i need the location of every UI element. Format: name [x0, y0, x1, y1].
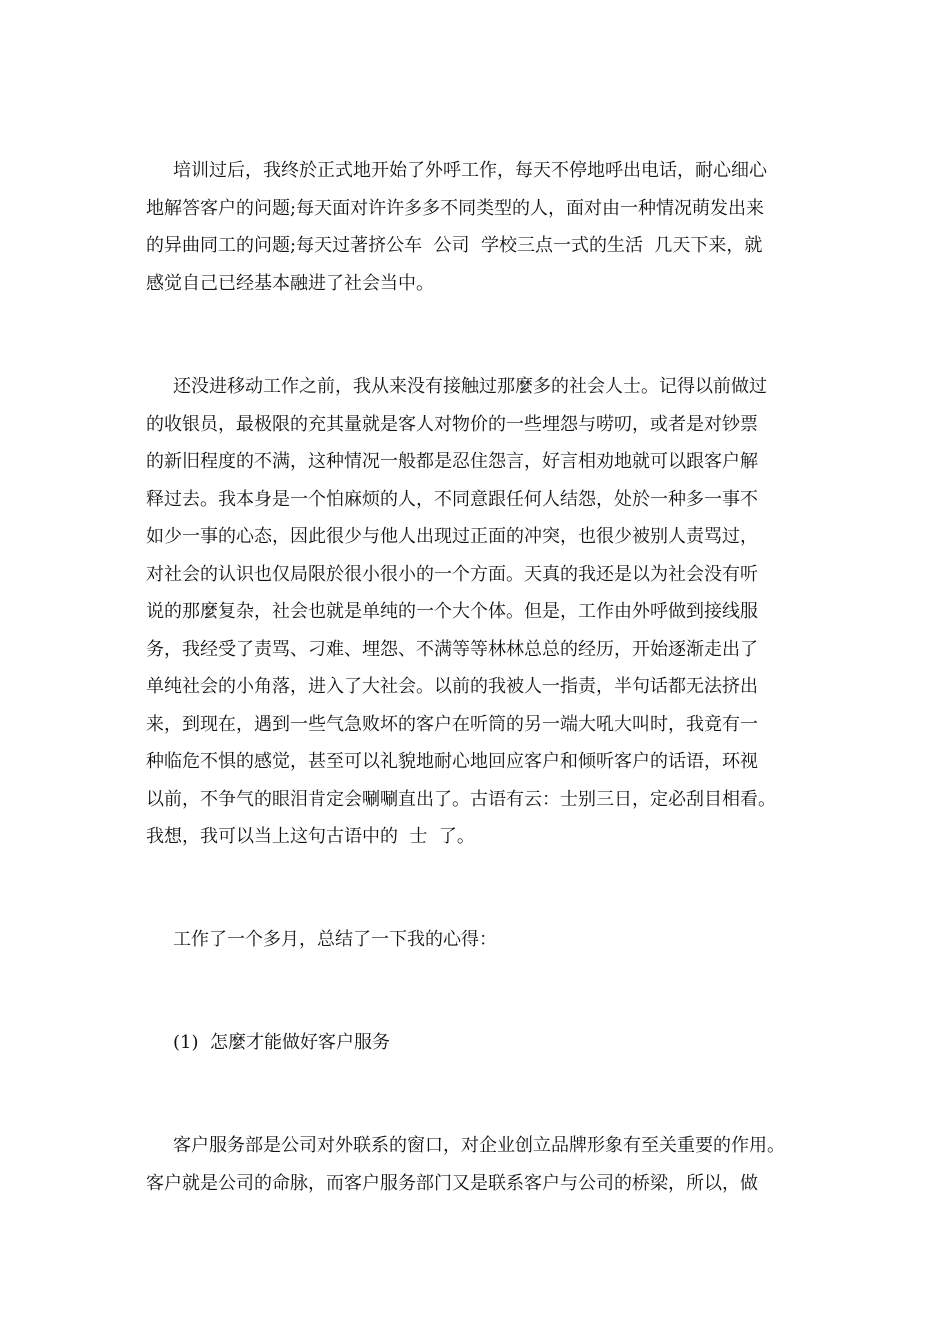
paragraph-1-line-3: 的异曲同工的问题;每天过著挤公车 公司 学校三点一式的生活 几天下来，就: [146, 235, 763, 256]
paragraph-3: 工作了一个多月，总结了一下我的心得：: [173, 929, 497, 950]
paragraph-2-line-6: 对社会的认识也仅局限於很小很小的一个方面。天真的我还是以为社会没有听: [146, 564, 758, 585]
paragraph-4-line-2: 客户就是公司的命脉，而客户服务部门又是联系客户与公司的桥梁，所以，做: [146, 1173, 758, 1194]
paragraph-1-line-4: 感觉自己已经基本融进了社会当中。: [146, 273, 434, 294]
paragraph-2-line-2: 的收银员，最极限的充其量就是客人对物价的一些埋怨与唠叨，或者是对钞票: [146, 414, 758, 435]
paragraph-2-line-1: 还没进移动工作之前，我从来没有接触过那麼多的社会人士。记得以前做过: [173, 376, 767, 397]
paragraph-2-line-9: 单纯社会的小角落，进入了大社会。以前的我被人一指责，半句话都无法挤出: [146, 676, 758, 697]
paragraph-2-line-10: 来，到现在，遇到一些气急败坏的客户在听筒的另一端大吼大叫时，我竟有一: [146, 714, 758, 735]
paragraph-2-line-12: 以前，不争气的眼泪肯定会唰唰直出了。古语有云：士别三日，定必刮目相看。: [146, 789, 776, 810]
section-heading-1: (1) 怎麼才能做好客户服务: [173, 1032, 390, 1053]
paragraph-2-line-5: 如少一事的心态，因此很少与他人出现过正面的冲突，也很少被别人责骂过，: [146, 526, 758, 547]
paragraph-4-line-1: 客户服务部是公司对外联系的窗口，对企业创立品牌形象有至关重要的作用。: [173, 1135, 785, 1156]
paragraph-2-line-3: 的新旧程度的不满，这种情况一般都是忍住怨言，好言相劝地就可以跟客户解: [146, 451, 758, 472]
paragraph-2-line-8: 务，我经受了责骂、刁难、埋怨、不满等等林林总总的经历，开始逐渐走出了: [146, 639, 758, 660]
paragraph-2-line-13: 我想，我可以当上这句古语中的 士 了。: [146, 826, 475, 847]
paragraph-2-line-11: 种临危不惧的感觉，甚至可以礼貌地耐心地回应客户和倾听客户的话语，环视: [146, 751, 758, 772]
paragraph-1-line-1: 培训过后，我终於正式地开始了外呼工作，每天不停地呼出电话，耐心细心: [173, 160, 767, 181]
paragraph-2-line-7: 说的那麼复杂，社会也就是单纯的一个大个体。但是，工作由外呼做到接线服: [146, 601, 758, 622]
paragraph-1-line-2: 地解答客户的问题;每天面对许许多多不同类型的人，面对由一种情况萌发出来: [146, 198, 765, 219]
paragraph-2-line-4: 释过去。我本身是一个怕麻烦的人，不同意跟任何人结怨，处於一种多一事不: [146, 489, 758, 510]
